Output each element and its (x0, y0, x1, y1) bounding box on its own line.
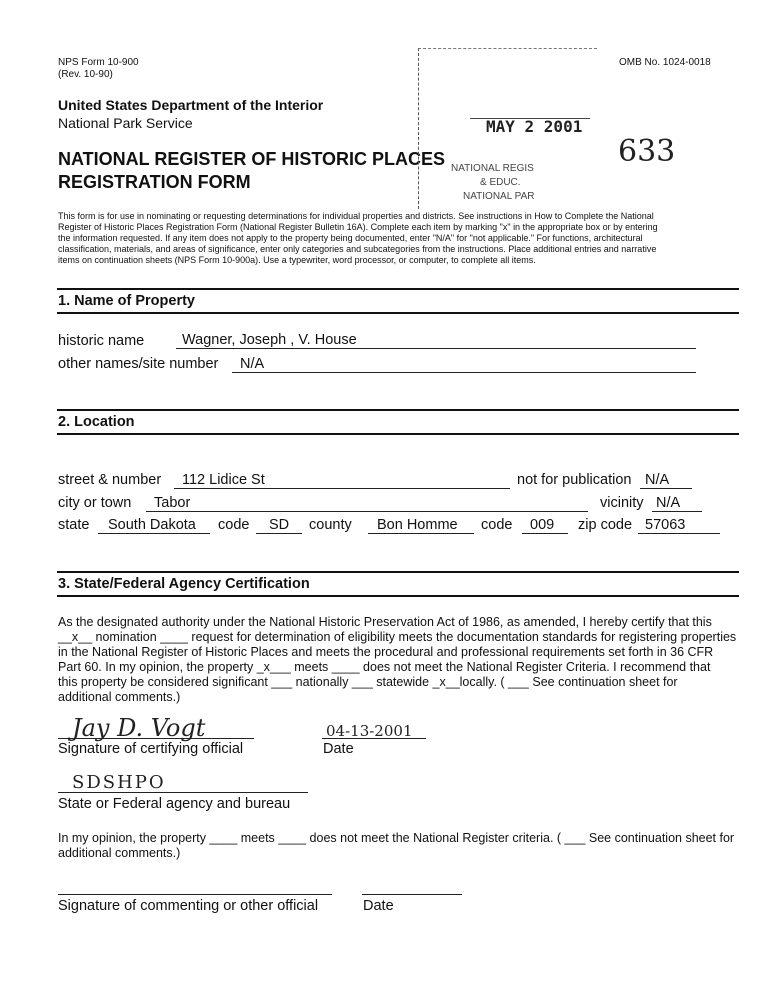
comment-signature-underline (58, 894, 332, 895)
state-code-value[interactable]: SD (269, 517, 290, 533)
instructions-line-4: classification, materials, and areas of significance, enter only categories and subcategories from the instructions. Place additional entries and narrative (58, 244, 657, 254)
city-underline (146, 511, 588, 512)
agency-underline (58, 792, 308, 793)
street-label: street & number (58, 472, 162, 488)
section2-bottom-rule (57, 433, 739, 435)
section1-heading: 1. Name of Property (58, 293, 195, 309)
historic-name-value[interactable]: Wagner, Joseph , V. House (182, 332, 357, 348)
zip-value[interactable]: 57063 (645, 517, 686, 533)
signature-label: Signature of certifying official (58, 741, 244, 757)
nfp-underline (640, 488, 692, 489)
omb-number: OMB No. 1024-0018 (619, 57, 711, 68)
certification-line-5: this property be considered significant ___ nationally ___ statewide _x__locally. ( ___ See continuation sheet for (58, 675, 678, 689)
stamp-line3: NATIONAL PAR (463, 191, 535, 202)
city-label: city or town (58, 495, 132, 511)
zip-label: zip code (578, 517, 633, 533)
state-label: state (58, 517, 90, 533)
not-for-publication-value[interactable]: N/A (645, 472, 670, 488)
agency-value: SDSHPO (72, 772, 166, 793)
zip-underline (638, 533, 720, 534)
certification-date-value: 04-13-2001 (326, 722, 413, 740)
other-names-label: other names/site number (58, 356, 219, 372)
comment-signature-label: Signature of commenting or other official (58, 898, 319, 914)
form-revision: (Rev. 10-90) (58, 69, 113, 80)
section2-heading: 2. Location (58, 414, 135, 430)
county-code-value[interactable]: 009 (530, 517, 555, 533)
certification-line-1: As the designated authority under the National Historic Preservation Act of 1986, as amended, I hereby certify that this (58, 615, 712, 629)
state-value[interactable]: South Dakota (108, 517, 196, 533)
street-value[interactable]: 112 Lidice St (182, 472, 265, 488)
instructions-line-5: items on continuation sheets (NPS Form 10-900a). Use a typewriter, word processor, or computer, to complete all items. (58, 255, 536, 265)
stamp-line2: & EDUC. (480, 177, 521, 188)
vicinity-value[interactable]: N/A (656, 495, 681, 511)
form-number: NPS Form 10-900 (58, 57, 139, 68)
certification-line-3: in the National Register of Historic Places and meets the procedural and professional requirements set forth in 36 CFR (58, 645, 714, 659)
certification-line-6: additional comments.) (58, 690, 181, 704)
certification-line-4: Part 60. In my opinion, the property _x___ meets ____ does not meet the National Register Criteria. I recommend that (58, 660, 711, 674)
form-title-line2: REGISTRATION FORM (58, 172, 251, 192)
street-underline (174, 488, 510, 489)
historic-name-label: historic name (58, 333, 145, 349)
county-label: county (309, 517, 352, 533)
other-names-value[interactable]: N/A (240, 356, 265, 372)
county-value[interactable]: Bon Homme (377, 517, 458, 533)
instructions-line-3: the information requested. If any item does not apply to the property being documented, enter "N/A" for "not applicable." For functions, architectural (58, 233, 643, 243)
agency-label: State or Federal agency and bureau (58, 796, 291, 812)
other-names-underline (232, 372, 696, 373)
county-code-label: code (481, 517, 513, 533)
state-code-underline (256, 533, 302, 534)
not-for-publication-label: not for publication (517, 472, 632, 488)
service-name: National Park Service (58, 115, 193, 131)
signature-underline (58, 738, 254, 739)
state-underline (98, 533, 210, 534)
instructions-line-2: Register of Historic Places Registration Form (National Register Bulletin 16A). Complete each item by marking "x" in the appropriate box or by entering (58, 222, 658, 232)
stamp-date: MAY 2 2001 (486, 117, 583, 136)
department-name: United States Department of the Interior (58, 97, 324, 113)
section3-top-rule (57, 571, 739, 573)
section2-top-rule (57, 409, 739, 411)
certifying-official-signature: Jay D. Vogt (72, 714, 206, 742)
comment-date-underline (362, 894, 462, 895)
instructions-line-1: This form is for use in nominating or requesting determinations for individual properties and districts. See instructions in How to Complete the National (58, 211, 654, 221)
certification-line-2: __x__ nomination ____ request for determination of eligibility meets the documentation standards for registering properties (58, 630, 737, 644)
stamp-line1: NATIONAL REGIS (451, 163, 534, 174)
date-underline (322, 738, 426, 739)
vicinity-underline (652, 511, 702, 512)
county-underline (368, 533, 474, 534)
opinion-line-1: In my opinion, the property ____ meets ____ does not meet the National Register criteria. ( ___ See continuation sheet for (58, 831, 735, 845)
handwritten-reference-number: 633 (618, 134, 676, 169)
section1-top-rule (57, 288, 739, 290)
date-label: Date (323, 741, 354, 757)
section3-heading: 3. State/Federal Agency Certification (58, 576, 310, 592)
opinion-line-2: additional comments.) (58, 846, 181, 860)
section1-bottom-rule (57, 312, 739, 314)
city-value[interactable]: Tabor (154, 495, 191, 511)
county-code-underline (522, 533, 568, 534)
historic-name-underline (176, 348, 696, 349)
comment-date-label: Date (363, 898, 394, 914)
section3-bottom-rule (57, 595, 739, 597)
form-title-line1: NATIONAL REGISTER OF HISTORIC PLACES (58, 149, 446, 169)
vicinity-label: vicinity (600, 495, 644, 511)
state-code-label: code (218, 517, 250, 533)
